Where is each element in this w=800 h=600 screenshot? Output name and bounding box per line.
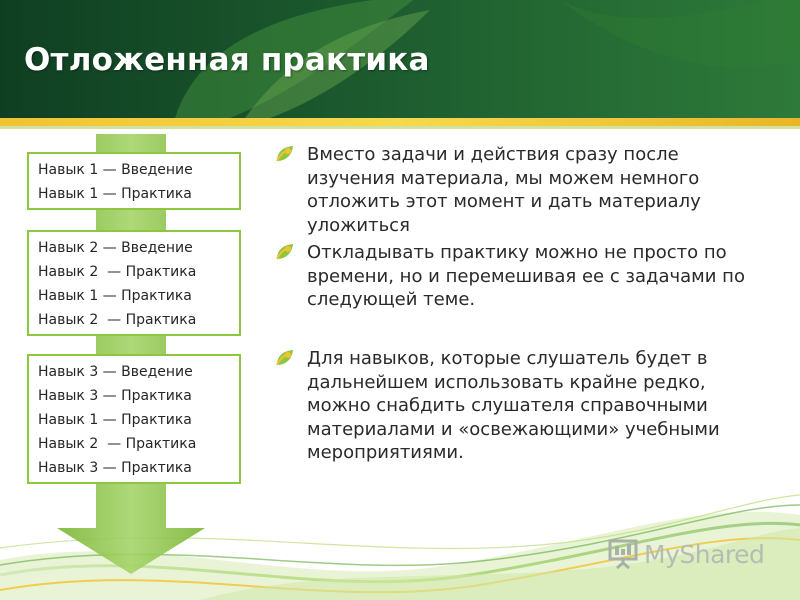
- skill-line: Навык 1 — Практика: [38, 412, 192, 428]
- watermark: [606, 534, 764, 574]
- skill-line: Навык 3 — Введение: [38, 364, 193, 380]
- skill-line: Навык 1 — Практика: [38, 288, 192, 304]
- skill-box-2: [27, 230, 241, 336]
- skill-line: Навык 3 — Практика: [38, 460, 192, 476]
- skill-line: Навык 3 — Практика: [38, 388, 192, 404]
- slide-title: Отложенная практика: [24, 42, 430, 78]
- skill-line: Навык 1 — Практика: [38, 186, 192, 202]
- skill-line: Навык 2 — Практика: [38, 264, 197, 280]
- skill-box-1: [27, 152, 241, 210]
- skill-box-3: [27, 354, 241, 484]
- skill-line: Навык 1 — Введение: [38, 162, 193, 178]
- skill-line: Навык 2 — Введение: [38, 240, 193, 256]
- leaf-bullet-icon: [275, 145, 295, 163]
- leaf-bullet-icon: [275, 243, 295, 261]
- leaf-bullet-icon: [275, 349, 295, 367]
- watermark-text: MyShared: [644, 539, 765, 569]
- skill-line: Навык 2 — Практика: [38, 436, 197, 452]
- skill-line: Навык 2 — Практика: [38, 312, 197, 328]
- bullet-text: Откладывать практику можно не просто по времени, но и перемешивая ее с задачами по следующей теме.: [307, 242, 745, 310]
- presentation-icon: [606, 537, 640, 571]
- bullet-text: Вместо задачи и действия сразу после изучения материала, мы можем немного отложить этот момент и дать материалу уложиться: [307, 144, 701, 236]
- bullet-text: Для навыков, которые слушатель будет в дальнейшем использовать крайне редко, можно снабдить слушателя справочными материалами и «освежающими» учебными мероприятиями.: [307, 348, 720, 463]
